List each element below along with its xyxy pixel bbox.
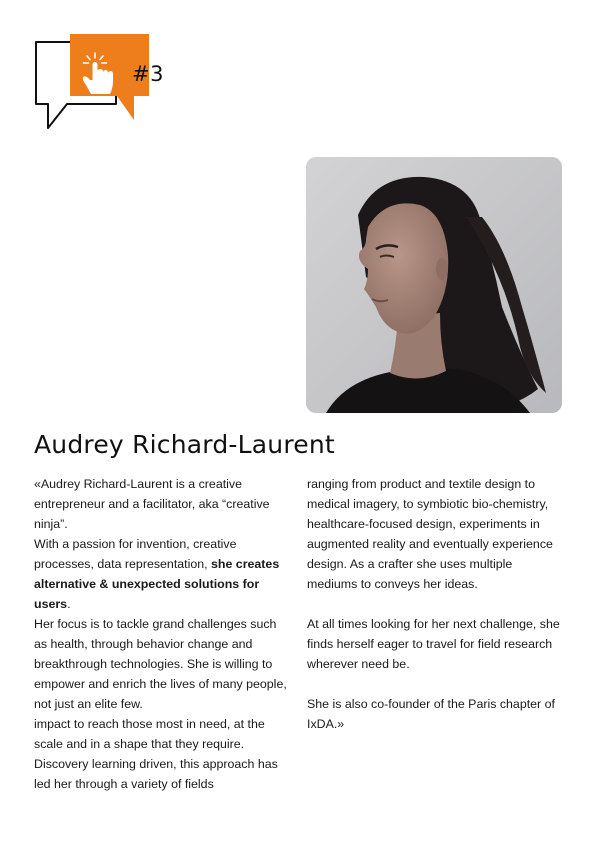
- profile-name: Audrey Richard-Laurent: [34, 430, 335, 459]
- portrait-image: [306, 157, 562, 413]
- bio-paragraph: Her focus is to tackle grand challenges such as health, through behavior change and breakthrough technologies. She is willing to empower and enrich the lives of many people, not just an elite few.: [34, 617, 287, 711]
- bio-highlight: she creates alternative & unexpected solutions for users: [34, 557, 280, 611]
- bio-left-column: [34, 474, 290, 794]
- issue-number: #3: [132, 62, 164, 86]
- bio-paragraph: Discovery learning driven, this approach has led her through a variety of fields: [34, 757, 278, 791]
- bio-paragraph: ranging from product and textile design to medical imagery, to symbiotic bio-chemistry, healthcare-focused design, experiments in augmented reality and eventually experience design. As a crafter she uses multiple mediums to conveys her ideas.: [307, 477, 553, 591]
- bio-paragraph: At all times looking for her next challenge, she finds herself eager to travel for field research wherever need be.: [307, 617, 560, 671]
- bio-right-column: [307, 474, 563, 734]
- bio-paragraph: With a passion for invention, creative processes, data representation, she creates alternative & unexpected solutions for users.: [34, 537, 280, 611]
- portrait-photo: [306, 157, 562, 413]
- speech-bubble-logo: [33, 34, 173, 134]
- bio-paragraph: impact to reach those most in need, at the scale and in a shape that they require.: [34, 717, 265, 751]
- bio-paragraph: She is also co-founder of the Paris chapter of IxDA.»: [307, 697, 555, 731]
- bio-paragraph: «Audrey Richard-Laurent is a creative entrepreneur and a facilitator, aka “creative ninja”.: [34, 477, 270, 531]
